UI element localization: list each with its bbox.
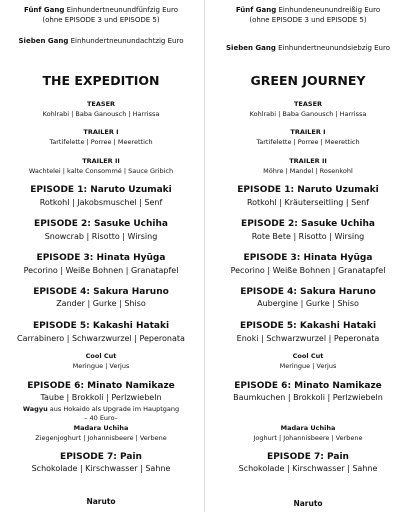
course-heading: TRAILER I xyxy=(83,128,119,136)
page-divider xyxy=(204,0,205,512)
episode-heading: EPISODE 2: Sasuke Uchiha xyxy=(241,219,375,229)
menu-footer: Naruto xyxy=(86,497,116,506)
course-heading: TEASER xyxy=(86,100,116,108)
price-text: Einhundertneunundsiebzig Euro xyxy=(278,44,390,52)
episode-heading: EPISODE 7: Pain xyxy=(267,452,349,462)
episode-dishes: Enoki | Schwarzwurzel | Peperonata xyxy=(236,334,380,343)
course-heading: TRAILER I xyxy=(290,128,326,136)
price-label: Sieben Gang xyxy=(18,37,69,45)
episode-heading: EPISODE 2: Sasuke Uchiha xyxy=(34,219,168,229)
episode-dishes: Pecorino | Weiße Bohnen | Granatapfel xyxy=(230,266,386,275)
price-seven-course xyxy=(2,36,200,46)
course-heading: TEASER xyxy=(293,100,323,108)
episode-heading: EPISODE 6: Minato Namikaze xyxy=(27,381,175,391)
course-dishes: Tartifelette | Porree | Meerettich xyxy=(49,138,153,146)
course-dishes: Meringue | Verjus xyxy=(72,362,130,370)
price-five-course xyxy=(2,5,200,15)
wagyu-price: – 40 Euro– xyxy=(84,414,118,422)
menu-footer: Naruto xyxy=(293,499,323,508)
episode-heading: EPISODE 7: Pain xyxy=(60,452,142,462)
episode-dishes: Zander | Gurke | Shiso xyxy=(56,299,146,308)
course-dishes: Tartifelette | Porree | Meerettich xyxy=(256,138,360,146)
episode-heading: EPISODE 4: Sakura Haruno xyxy=(240,287,376,297)
price-label: Fünf Gang xyxy=(235,6,277,14)
episode-dishes: Carrabinero | Schwarzwurzel | Peperonata xyxy=(17,334,185,343)
episode-heading: EPISODE 6: Minato Namikaze xyxy=(234,381,382,391)
course-dishes: Ziegenjoghurt | Johannisbeere | Verbene xyxy=(35,434,167,442)
course-heading: Madara Uchiha xyxy=(73,424,129,432)
course-dishes: Joghurt | Johannisbeere | Verbene xyxy=(253,434,363,442)
price-text: Einhundeneunundreißig Euro xyxy=(278,6,381,14)
price-five-course xyxy=(209,5,407,15)
episode-dishes: Rotkohl | Kräuterseitling | Senf xyxy=(246,198,370,207)
menu-title: THE EXPEDITION xyxy=(42,73,160,88)
course-heading: TRAILER II xyxy=(82,157,120,165)
episode-dishes: Rotkohl | Jakobsmuschel | Senf xyxy=(39,198,163,207)
episode-heading: EPISODE 5: Kakashi Hataki xyxy=(32,321,170,331)
course-heading: Cool Cut xyxy=(292,352,324,360)
price-label: Sieben Gang xyxy=(226,44,276,52)
menu-green-journey xyxy=(209,0,407,512)
price-text: Einhundertneunundfünfzig Euro xyxy=(66,6,178,14)
price-note: (ohne EPISODE 3 und EPISODE 5) xyxy=(42,16,160,24)
course-dishes: Kohlrabi | Baba Ganousch | Harrissa xyxy=(249,110,367,118)
price-seven-course xyxy=(209,43,407,53)
wagyu-label: Wagyu xyxy=(22,405,48,413)
course-dishes: Wachtelei | kalte Consommé | Sauce Gribich xyxy=(28,167,174,175)
price-label: Fünf Gang xyxy=(24,6,65,14)
price-note: (ohne EPISODE 3 und EPISODE 5) xyxy=(249,16,367,24)
episode-dishes: Baumkuchen | Brokkoli | Perlzwiebeln xyxy=(233,393,383,402)
episode-heading: EPISODE 5: Kakashi Hataki xyxy=(239,321,377,331)
episode-heading: EPISODE 3: Hinata Hyūga xyxy=(243,253,373,263)
episode-heading: EPISODE 4: Sakura Haruno xyxy=(33,287,169,297)
menu-title: GREEN JOURNEY xyxy=(250,73,366,88)
wagyu-upgrade xyxy=(2,405,200,414)
episode-dishes: Snowcrab | Risotto | Wirsing xyxy=(44,232,158,241)
course-dishes: Kohlrabi | Baba Ganousch | Harrissa xyxy=(42,110,160,118)
episode-heading: EPISODE 3: Hinata Hyūga xyxy=(36,253,166,263)
episode-dishes: Rote Bete | Risotto | Wirsing xyxy=(251,232,365,241)
course-dishes: Möhre | Mandel | Rosenkohl xyxy=(263,167,353,175)
episode-dishes: Pecorino | Weiße Bohnen | Granatapfel xyxy=(23,266,179,275)
episode-dishes: Aubergine | Gurke | Shiso xyxy=(257,299,359,308)
episode-dishes: Schokolade | Kirschwasser | Sahne xyxy=(238,464,378,473)
course-heading: Cool Cut xyxy=(85,352,117,360)
course-heading: Madara Uchiha xyxy=(280,424,336,432)
episode-heading: EPISODE 1: Naruto Uzumaki xyxy=(237,185,379,195)
course-dishes: Meringue | Verjus xyxy=(279,362,337,370)
episode-heading: EPISODE 1: Naruto Uzumaki xyxy=(30,185,172,195)
course-heading: TRAILER II xyxy=(289,157,327,165)
episode-dishes: Taube | Brokkoli | Perlzwiebeln xyxy=(40,393,162,402)
episode-dishes: Schokolade | Kirschwasser | Sahne xyxy=(31,464,171,473)
price-text: Einhundertneunundachtzig Euro xyxy=(70,37,184,45)
menu-the-expedition xyxy=(2,0,200,512)
wagyu-text: aus Hokaido als Upgrade im Hauptgang xyxy=(49,405,180,413)
